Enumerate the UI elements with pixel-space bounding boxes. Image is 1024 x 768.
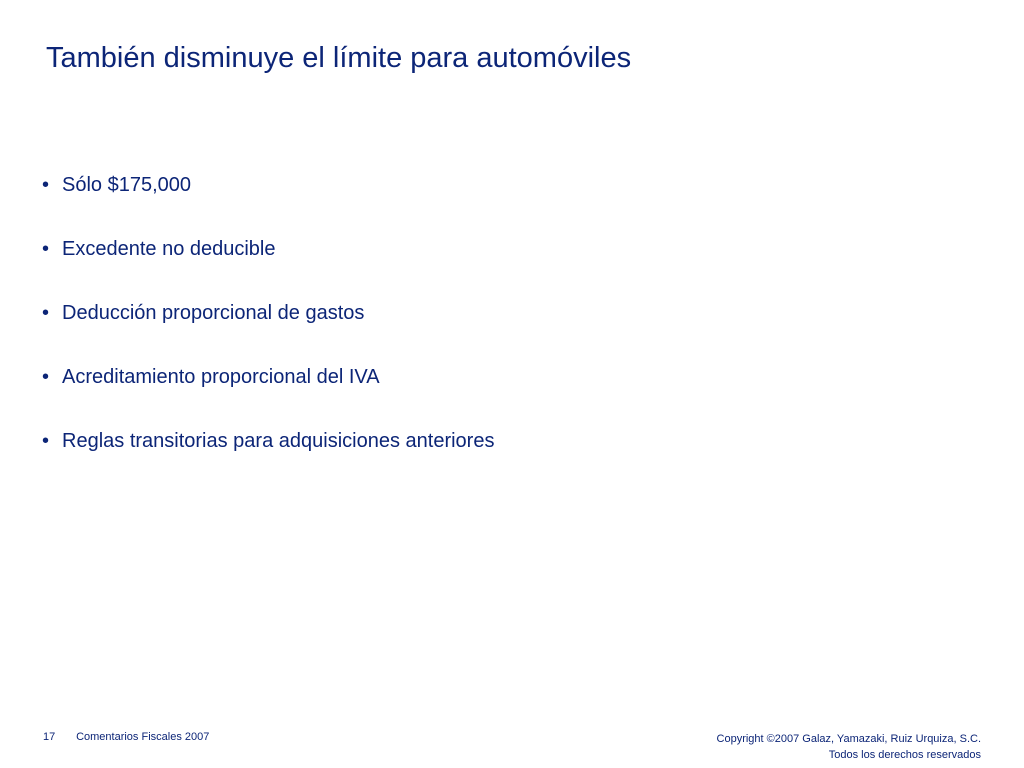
slide-title: También disminuye el límite para automóviles [46, 42, 632, 74]
bullet-text: Reglas transitorias para adquisiciones anteriores [62, 430, 495, 452]
bullet-item [42, 238, 494, 302]
page-number: 17 [43, 731, 56, 743]
bullet-text: Sólo $175,000 [62, 174, 192, 196]
copyright-text: Copyright ©2007 Galaz, Yamazaki, Ruiz Urquiza, S.C. [716, 733, 981, 745]
bullet-icon: • [42, 366, 50, 388]
bullet-item [42, 430, 494, 494]
footer-right [717, 731, 981, 763]
bullet-icon: • [42, 238, 50, 260]
bullet-icon: • [42, 302, 50, 324]
bullet-item [42, 366, 494, 430]
bullet-text: Excedente no deducible [62, 238, 276, 260]
bullet-list [42, 174, 494, 494]
bullet-item [42, 302, 494, 366]
bullet-text: Deducción proporcional de gastos [62, 302, 365, 324]
bullet-text: Acreditamiento proporcional del IVA [62, 366, 380, 388]
footer-left [43, 731, 209, 743]
bullet-icon: • [42, 174, 50, 196]
rights-text: Todos los derechos reservados [828, 749, 981, 761]
bullet-icon: • [42, 430, 50, 452]
bullet-item [42, 174, 494, 238]
presentation-name: Comentarios Fiscales 2007 [76, 731, 210, 743]
